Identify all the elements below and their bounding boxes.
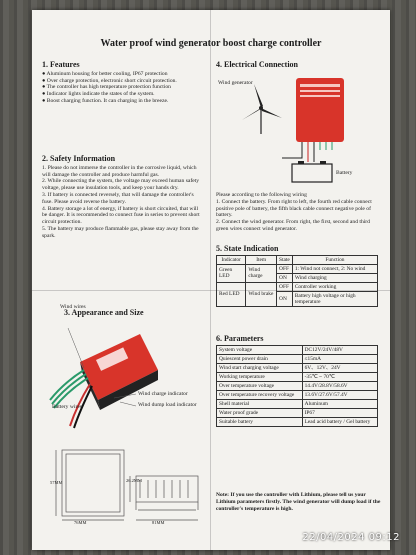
param-name: Quiescent power drain (217, 354, 303, 363)
safety-item: 5. The battery may produce flammable gas, please stay away from the spark. (42, 225, 199, 239)
label-wind-charge-indicator: Wind charge indicator (138, 391, 188, 397)
param-value: 14.4V/28.8V/58.6V (302, 381, 377, 390)
lithium-note: Note: If you use the controller with Lithium, please tell us your Lithium parameters firstly. The wind generator will dump load if the controller's temperature is high. (216, 492, 381, 512)
dim-depth: 81MM (152, 520, 165, 525)
feature-item: ● Aluminum housing for better cooling, IP67 protection (42, 70, 168, 77)
state-value: ON (277, 291, 293, 306)
feature-item: ● The controller has high temperature protection function (42, 84, 171, 91)
sheet-title: Water proof wind generator boost charge controller (100, 38, 322, 49)
param-name: Water proof grade (217, 408, 303, 417)
param-name: Wind start charging voltage (217, 363, 303, 372)
safety-item: 3. If battery is connected reversely, that will damage the controller's fuse. Please avoid reverse the battery. (42, 191, 194, 205)
label-battery-wires: Battery wires (52, 404, 82, 410)
param-name: Over temperature recovery voltage (217, 390, 303, 399)
wiring-intro: Please according to the following wiring (216, 192, 307, 198)
state-item: Wind brake (246, 282, 277, 306)
wind-turbine-icon (242, 84, 282, 134)
label-wind-generator: Wind generator (218, 80, 253, 86)
param-name: Suitable battery (217, 417, 303, 426)
state-function: Controller working (292, 282, 377, 291)
param-value: IP67 (302, 408, 377, 417)
features-section (42, 62, 202, 105)
feature-item: ● Boost charging function. It can charging in the breeze. (42, 97, 169, 104)
safety-heading: 2. Safety Information (42, 154, 116, 163)
state-heading: 5. State Indication (216, 244, 279, 253)
controller-illustration (40, 322, 205, 547)
wiring-step: 2. Connect the wind generator. From right, the first, second and third green wires connect wind generator. (216, 219, 370, 232)
dim-length: 57MM (50, 480, 63, 485)
wiring-instructions (216, 192, 382, 233)
state-indicator: Green LED (217, 264, 246, 282)
param-name: Working temperature (217, 372, 303, 381)
label-battery: Battery (336, 170, 353, 176)
wiring-step: 1. Connect the battery. From right to left, the fourth red cable connect positive pole of battery, the fifth black cable connect negative pole of battery. (216, 198, 372, 219)
dim-width: 76MM (74, 520, 87, 525)
wire-bundle (50, 370, 92, 428)
features-heading: 1. Features (42, 60, 80, 69)
state-table (216, 255, 378, 307)
state-item: Wind charge (246, 264, 277, 282)
wires-diagram (282, 142, 332, 162)
photo-timestamp: 22/04/2024 09:12 (302, 532, 400, 543)
safety-item: 2. While connecting the system, the voltage may exceed human safety voltage, please use insulation tools, and keep your hands dry. (42, 178, 200, 192)
battery-icon (292, 161, 332, 182)
param-value: -35℃ ~ 70℃ (302, 372, 377, 381)
state-value: OFF (277, 282, 293, 291)
safety-item: 1. Please do not immerse the controller in the corrosive liquid, which will damage the controller and produce harmful gas. (42, 164, 197, 178)
state-function: Battery high voltage or high temperature (292, 291, 377, 306)
param-value: ≤15mA (302, 354, 377, 363)
controller-photo (80, 334, 158, 410)
dimension-drawing (56, 450, 198, 520)
param-name: Over temperature voltage (217, 381, 303, 390)
param-name: Shell material (217, 399, 303, 408)
instruction-sheet (32, 10, 390, 550)
param-value: Aluminum (302, 399, 377, 408)
param-value: DC12V/24V/48V (302, 345, 377, 354)
state-header: State (277, 255, 293, 264)
parameters-table (216, 345, 378, 427)
param-name: System voltage (217, 345, 303, 354)
state-header: Item (246, 255, 277, 264)
param-value: 13.6V/27.6V/57.4V (302, 390, 377, 399)
controller-diagram (296, 78, 344, 142)
state-value: OFF (277, 264, 293, 273)
state-header: Function (292, 255, 377, 264)
wiring-diagram (216, 74, 382, 186)
appearance-section (42, 310, 202, 319)
state-header: Indicator (217, 255, 246, 264)
appearance-heading: 3. Appearance and Size (64, 308, 144, 317)
parameters-section (216, 336, 382, 427)
state-value: ON (277, 273, 293, 282)
dim-height: 26.2MM (126, 478, 142, 483)
parameters-heading: 6. Parameters (216, 334, 264, 343)
feature-item: ● Indicator lights indicate the states of the system. (42, 91, 155, 98)
state-indicator: Red LED (217, 282, 246, 306)
state-section (216, 246, 382, 307)
feature-item: ● Over charge protection, electronic short circuit protection. (42, 77, 177, 84)
label-wind-wires: Wind wires (60, 304, 86, 310)
fold-line-vertical (210, 10, 211, 550)
safety-section (42, 156, 202, 240)
param-value: 6V、12V、24V (302, 363, 377, 372)
electrical-heading: 4. Electrical Connection (216, 60, 298, 69)
param-value: Lead acid battery / Gel battery (302, 417, 377, 426)
label-wind-dump-indicator: Wind dump load indicator (138, 402, 197, 408)
electrical-section (216, 62, 382, 71)
safety-item: 4. Battery storage a lot of energy, if battery is short circuited, that will be danger. It is recommended to connect fuse in series to prevent short circuit protection. (42, 205, 200, 226)
state-function: Wind charging (292, 273, 377, 282)
state-function: 1: Wind not connect, 2: No wind (292, 264, 377, 273)
